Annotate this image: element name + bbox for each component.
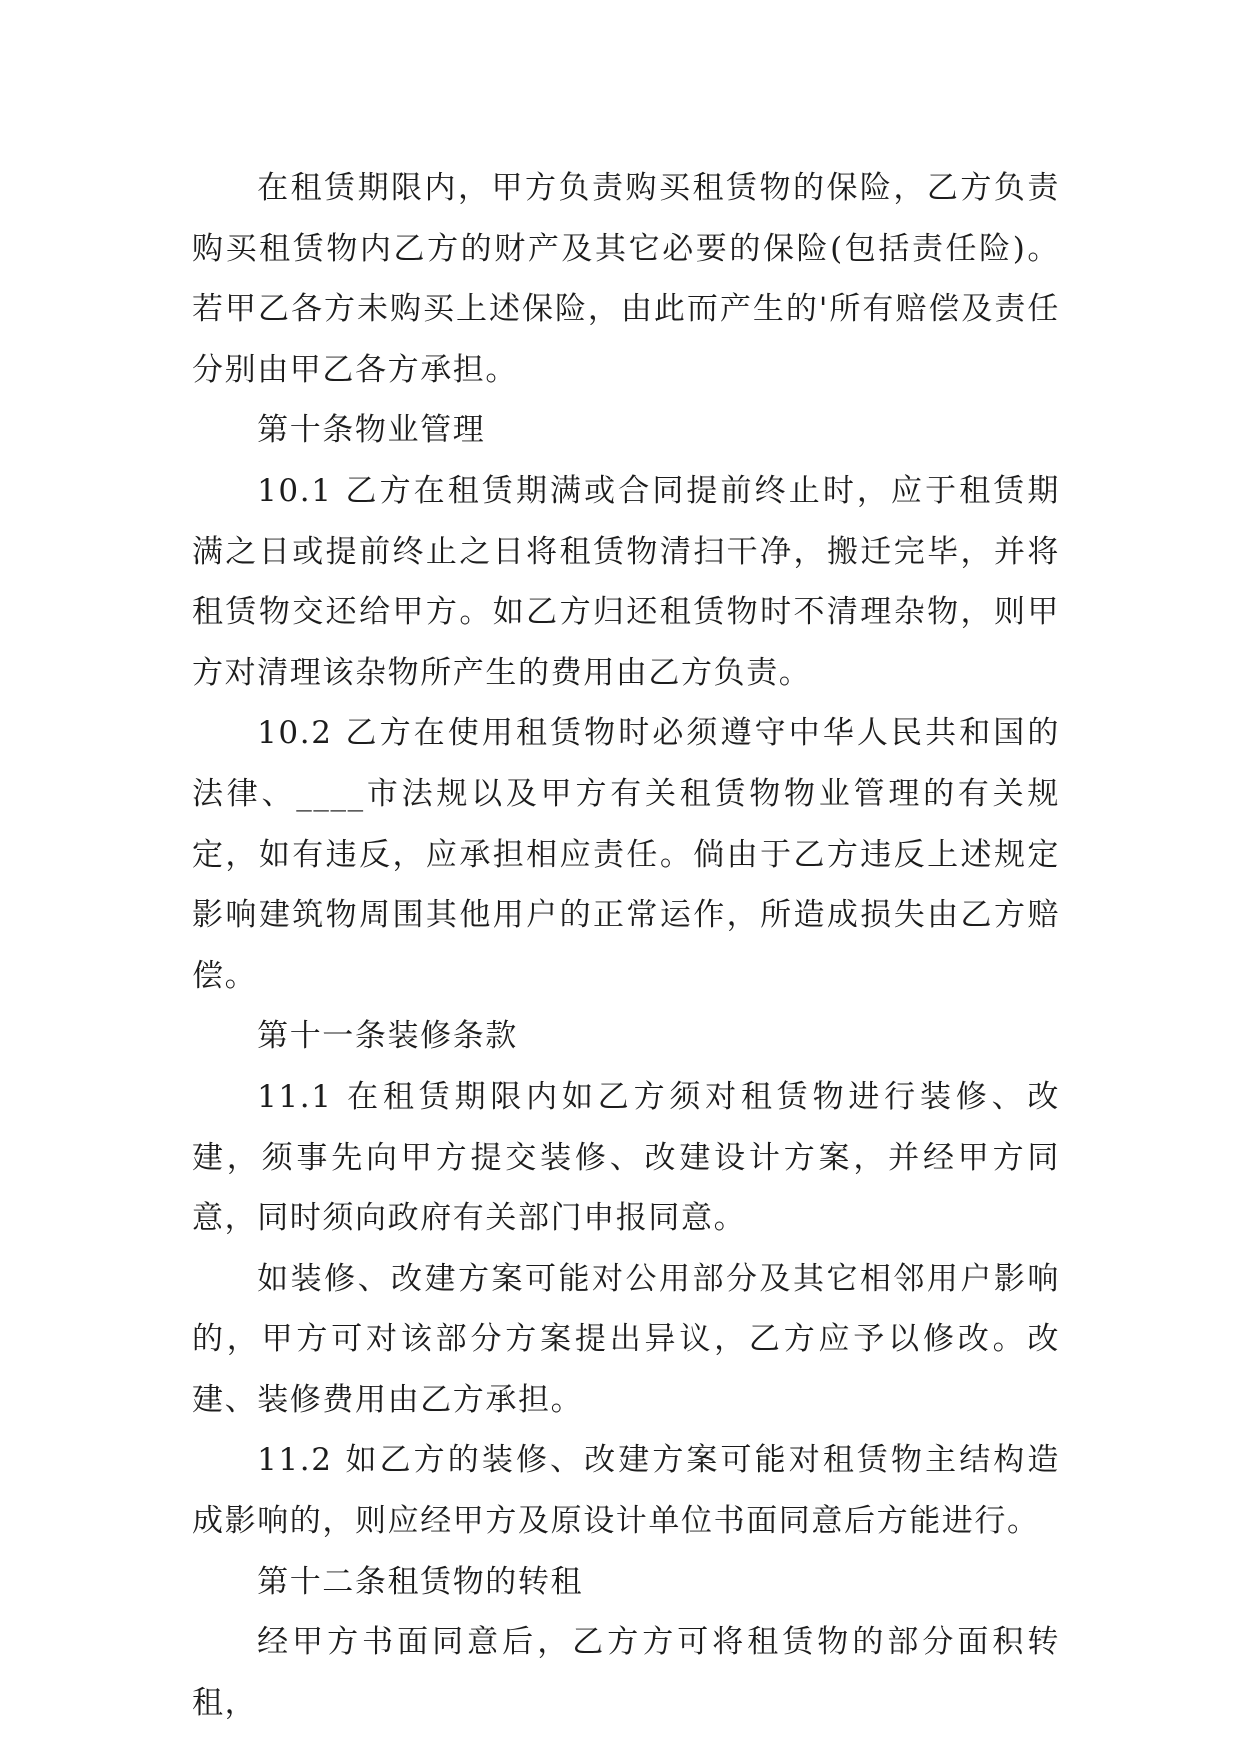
paragraph-10-1: 10.1 乙方在租赁期满或合同提前终止时，应于租赁期满之日或提前终止之日将租赁物清扫干净，搬迁完毕，并将租赁物交还给甲方。如乙方归还租赁物时不清理杂物，则甲方对清理该杂物所产生的费用由乙方负责。 <box>192 472 1060 691</box>
heading-article-11: 第十一条装修条款 <box>257 1018 518 1055</box>
paragraph-10-2: 10.2 乙方在使用租赁物时必须遵守中华人民共和国的法律、____市法规以及甲方有关租赁物物业管理的有关规定，如有违反，应承担相应责任。倘由于乙方违反上述规定影响建筑物周围其他用户的正常运作，所造成损失由乙方赔偿。 <box>192 715 1060 994</box>
paragraph-12: 经甲方书面同意后，乙方方可将租赁物的部分面积转租， <box>192 1624 1060 1721</box>
document-body <box>192 158 1060 1733</box>
paragraph-11-1-cont: 如装修、改建方案可能对公用部分及其它相邻用户影响的，甲方可对该部分方案提出异议，乙方应予以修改。改建、装修费用由乙方承担。 <box>192 1260 1060 1418</box>
paragraph-insurance: 在租赁期限内，甲方负责购买租赁物的保险，乙方负责购买租赁物内乙方的财产及其它必要的保险(包括责任险)。若甲乙各方未购买上述保险，由此而产生的'所有赔偿及责任分别由甲乙各方承担。 <box>192 170 1060 388</box>
paragraph-11-1: 11.1 在租赁期限内如乙方须对租赁物进行装修、改建，须事先向甲方提交装修、改建设计方案，并经甲方同意，同时须向政府有关部门申报同意。 <box>192 1078 1060 1237</box>
heading-article-12: 第十二条租赁物的转租 <box>257 1563 584 1600</box>
heading-article-10: 第十条物业管理 <box>257 412 486 449</box>
paragraph-11-2: 11.2 如乙方的装修、改建方案可能对租赁物主结构造成影响的，则应经甲方及原设计单位书面同意后方能进行。 <box>192 1442 1060 1540</box>
